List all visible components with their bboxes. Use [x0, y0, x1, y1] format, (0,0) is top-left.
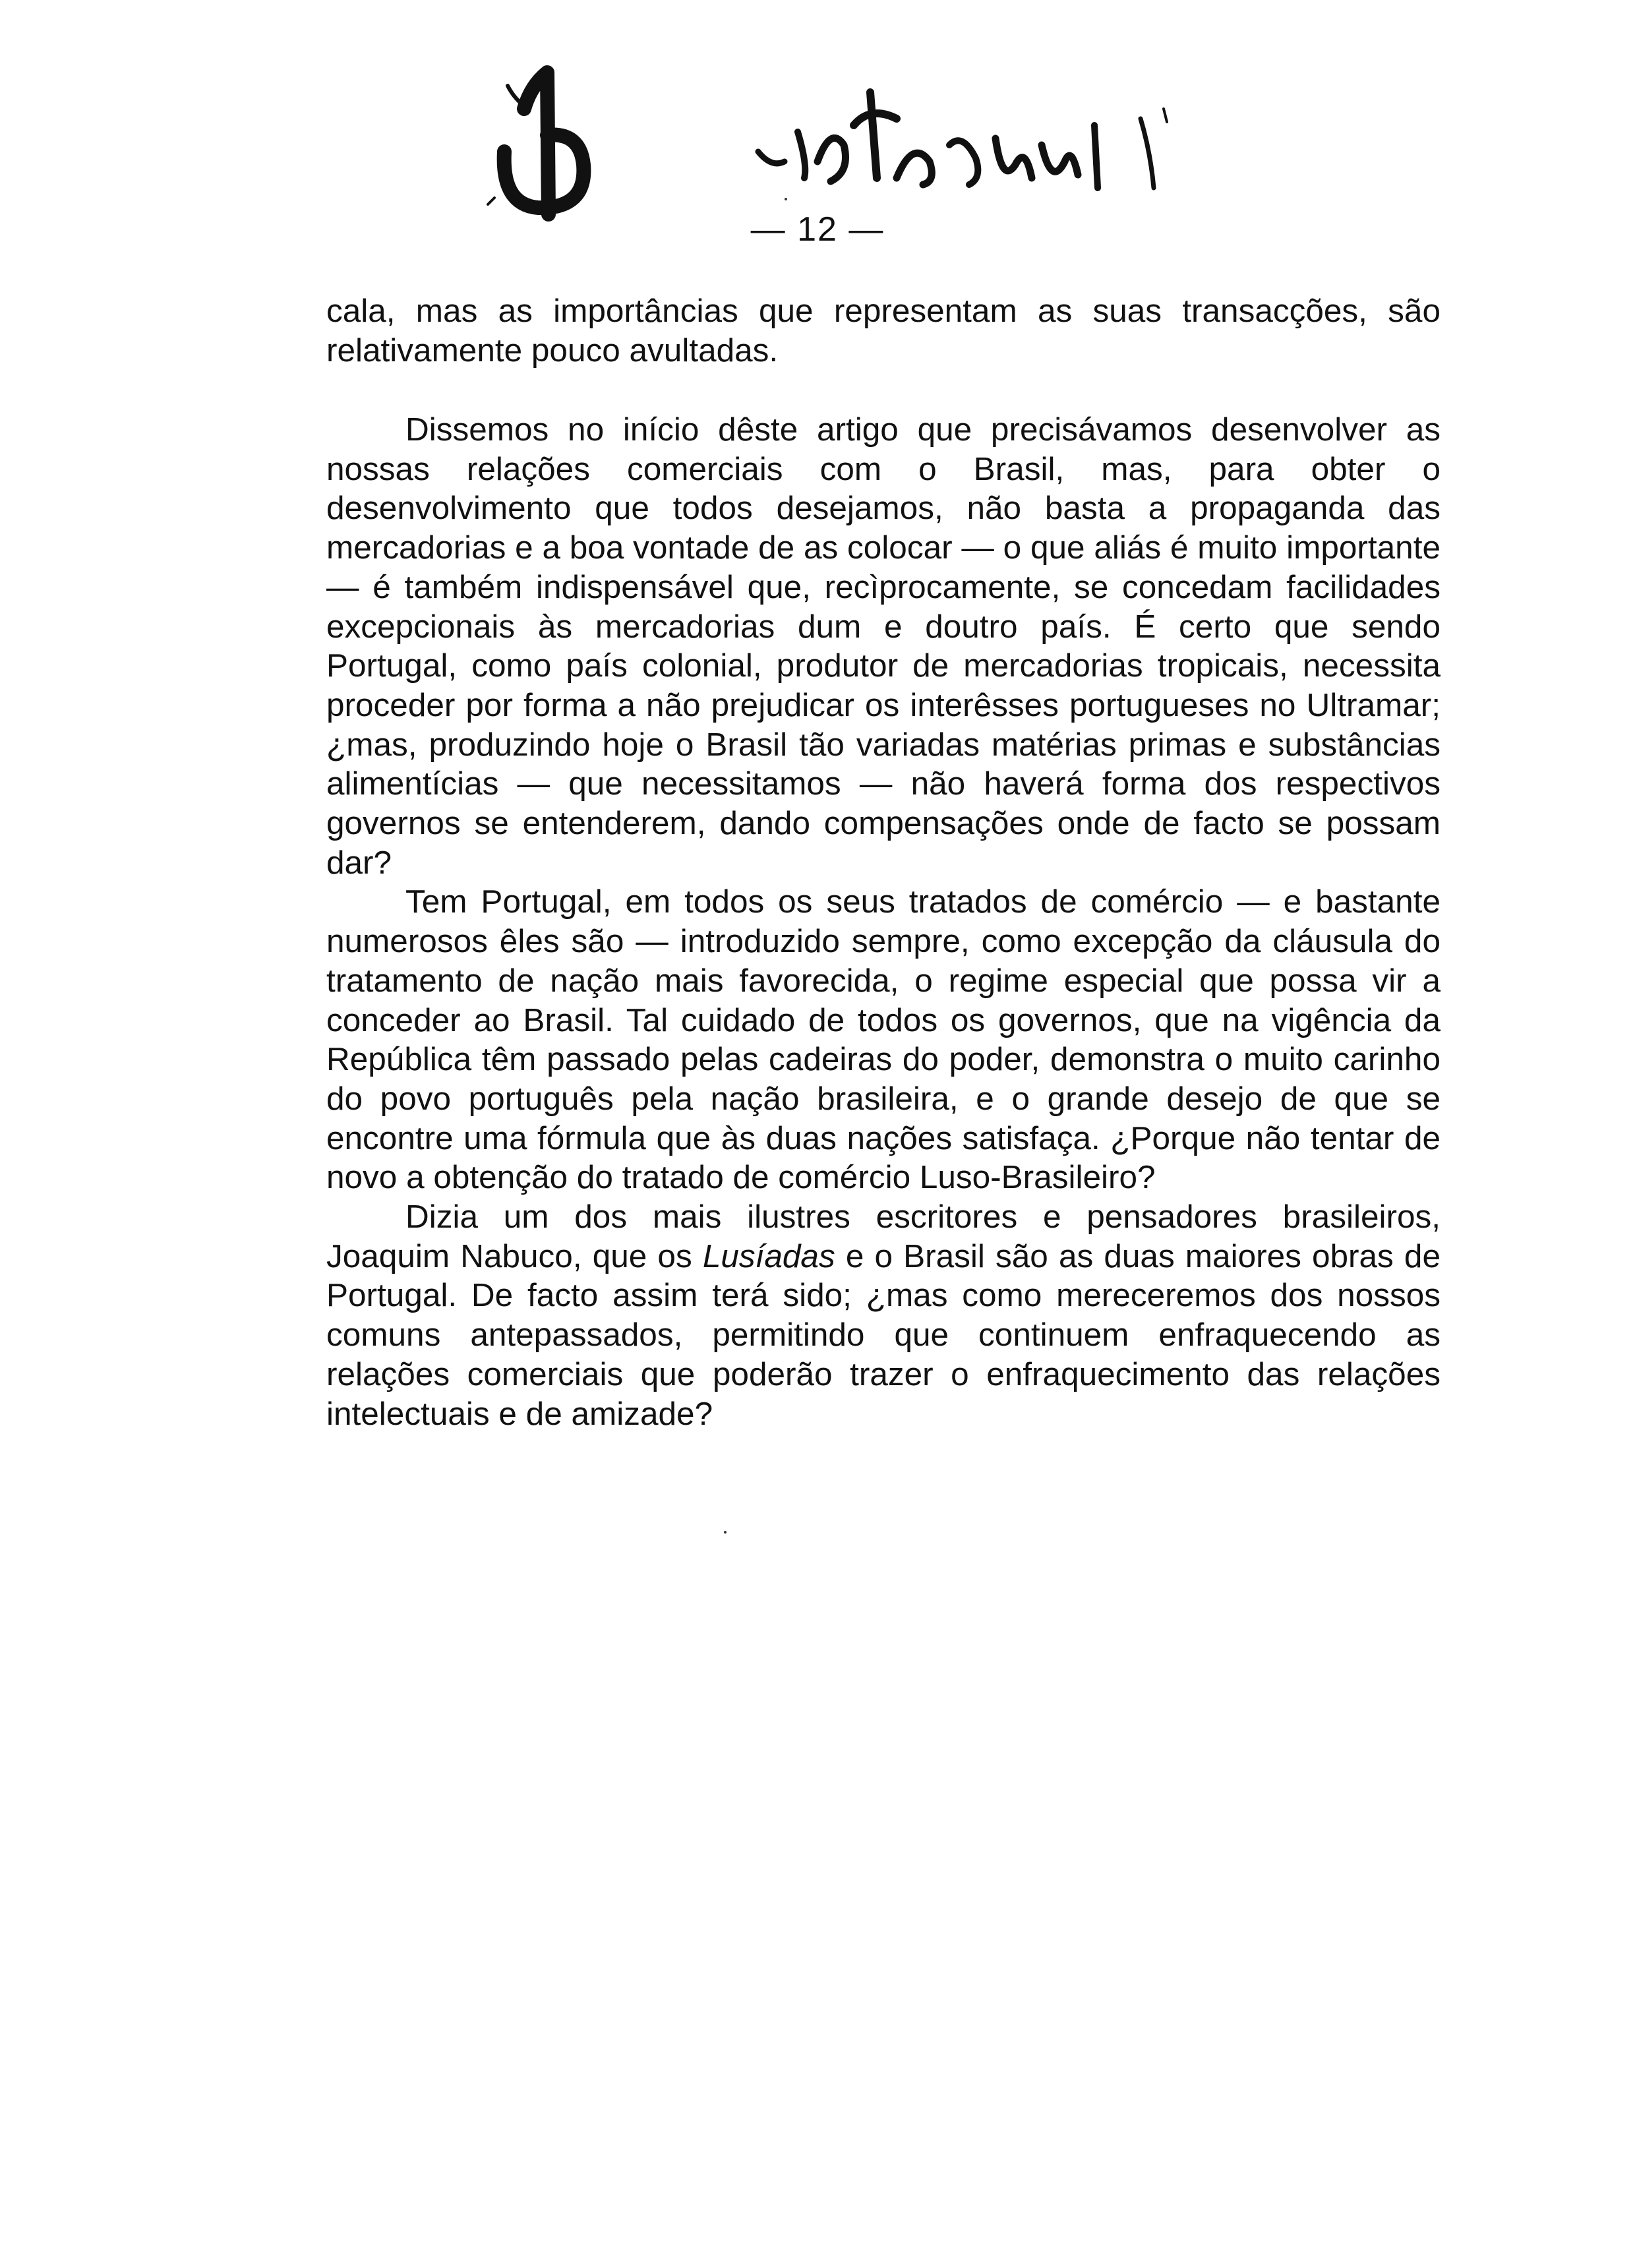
continuation-paragraph: cala, mas as importâncias que representam as suas transacções, são relativamente pouco avultadas. [326, 293, 1441, 369]
continuation-text [326, 291, 1441, 370]
scan-speck [785, 198, 787, 200]
article-body [326, 410, 1441, 1433]
paragraph-1: Dissemos no início dêste artigo que precisávamos desenvolver as nossas relações comerciais com o Brasil, mas, para obter o desenvolvimento que todos desejamos, não basta a propaganda das mercadorias e a boa vontade de as colocar — o que aliás é muito importante — é também indispensável que, recìprocamente, se concedam facilidades excepcionais às mercadorias dum e doutro país. É certo que sendo Portugal, como país colonial, produtor de mercadorias tropicais, necessita proceder por forma a não prejudicar os interêsses portugueses no Ultramar; ¿mas, produzindo hoje o Brasil tão variadas matérias primas e substâncias alimentícias — que necessitamos — não haverá forma dos respectivos governos se entenderem, dando compensações onde de facto se possam dar? [326, 411, 1441, 881]
paragraph-3-lead: Dizia um dos mais ilustres escritores e pensadores brasileiros, Joaquim Nabuco, que os [326, 1199, 1441, 1274]
paragraph-3-rest: e o Brasil são as duas maiores obras de Portugal. De facto assim terá sido; ¿mas como mereceremos dos nossos comuns antepassados, permitindo que continuem enfraquecendo as relações comerciais que poderão trazer o enfraquecimento das relações intelectuais e de amizade? [326, 1238, 1441, 1432]
page-number: — 12 — [750, 210, 885, 249]
paragraph-3 [326, 1197, 1441, 1433]
paragraph-2: Tem Portugal, em todos os seus tratados de comércio — e bastante numerosos êles são — introduzido sempre, como excepção da cláusula do tratamento de nação mais favorecida, o regime especial que possa vir a conceder ao Brasil. Tal cuidado de todos os governos, que na vigência da República têm passado pelas cadeiras do poder, demonstra o muito carinho do povo português pela nação brasileira, e o grande desejo de que se encontre uma fórmula que às duas nações satisfaça. ¿Porque não tentar de novo a obtenção do tratado de comércio Luso-Brasileiro? [326, 883, 1441, 1196]
scan-speck [724, 1531, 727, 1534]
italic-title-lusiadas: Lusíadas [702, 1238, 835, 1274]
